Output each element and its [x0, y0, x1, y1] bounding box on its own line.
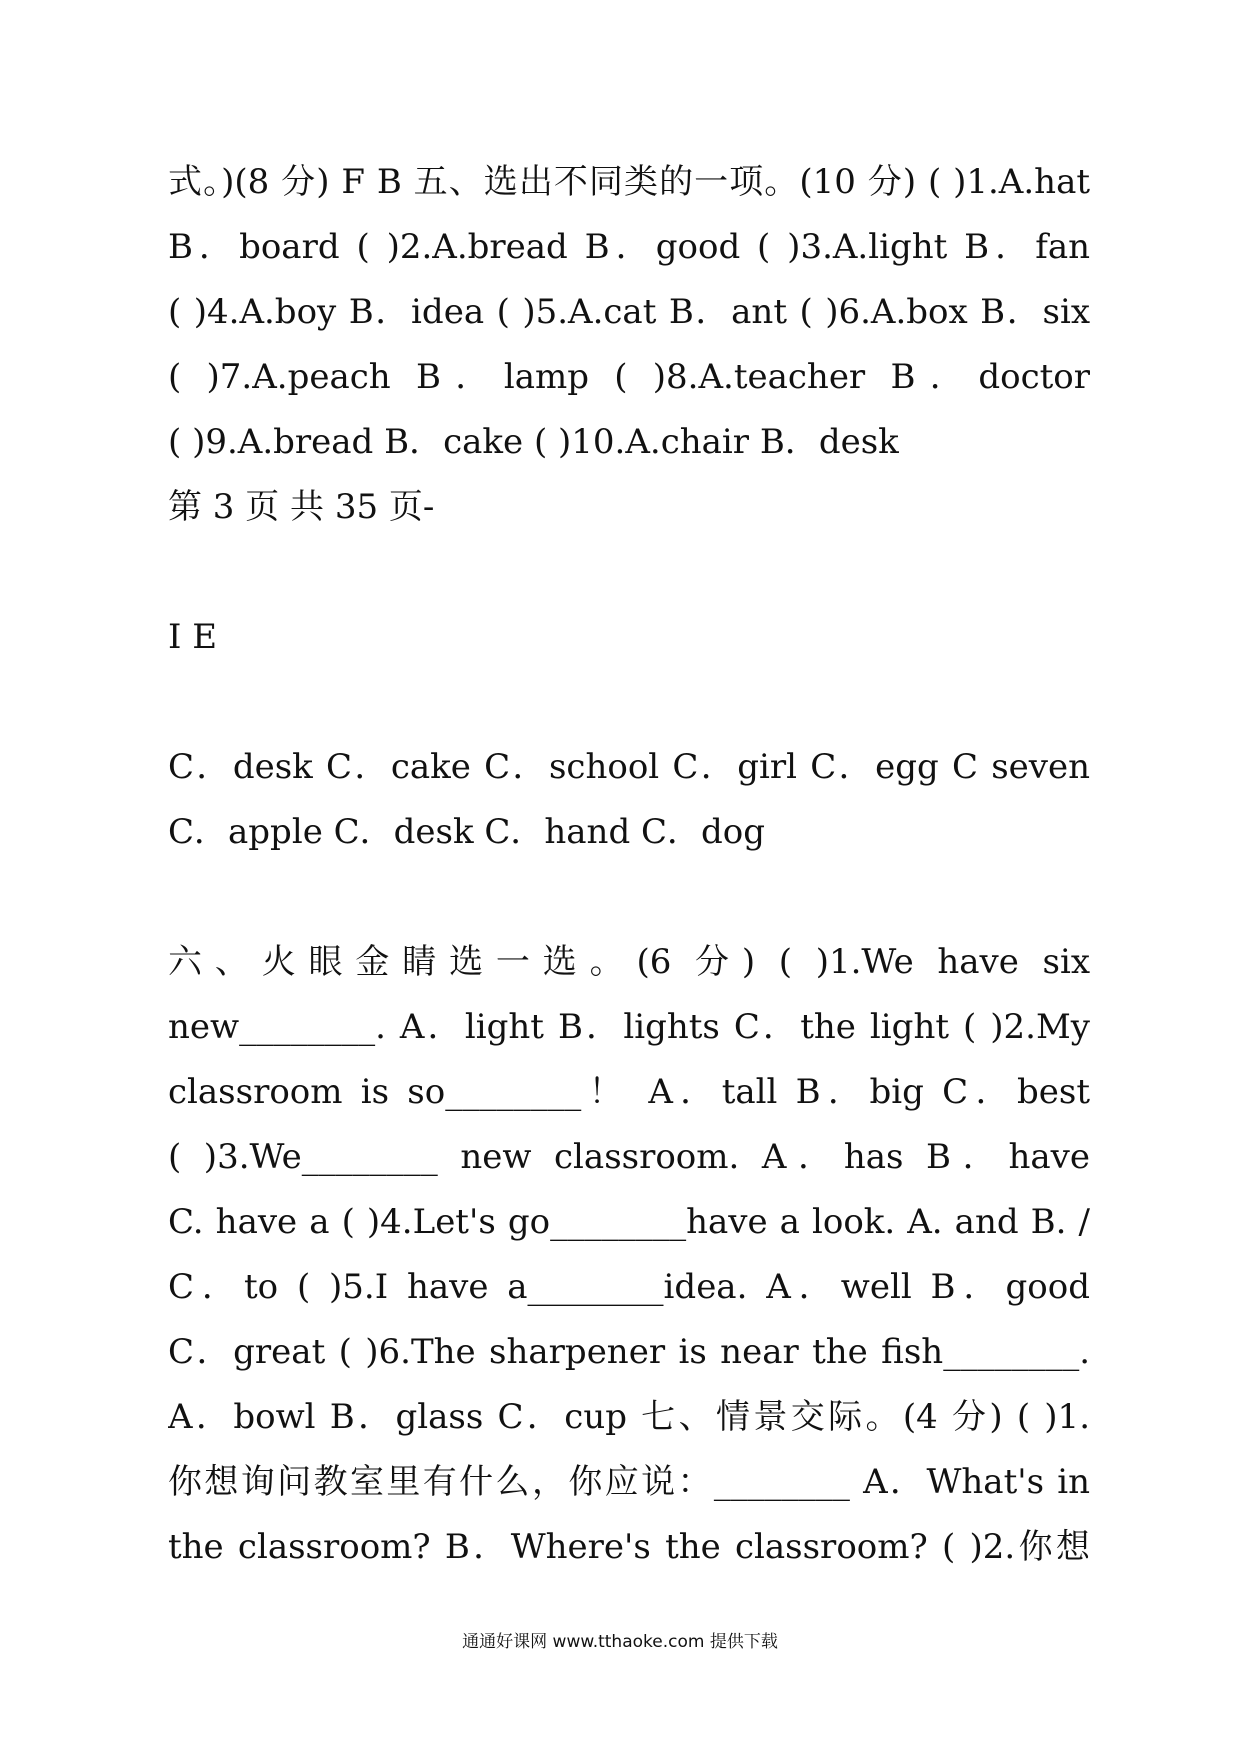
text-line: ( )4.A.boy B．idea ( )5.A.cat B．ant ( )6.A.box B．six: [168, 292, 1090, 332]
footer-source: 通通好课网 www.tthaoke.com 提供下载: [462, 1632, 778, 1652]
text-line: C．desk C．cake C．school C．girl C．egg C seven: [168, 747, 1090, 787]
text-line: ( )3.We________ new classroom. A．has B．have: [168, 1137, 1090, 1177]
text-line: C．great ( )6.The sharpener is near the fish________.: [168, 1332, 1090, 1372]
page-counter-text: 第 3 页 共 35 页-: [168, 487, 435, 527]
text-line: 你想询问教室里有什么，你应说：________ A．What's in: [168, 1462, 1090, 1502]
section-five-odd-one-out: [168, 150, 1090, 475]
section-six-multiple-choice: [168, 930, 1090, 1580]
text-line: ( )7.A.peach B．lamp ( )8.A.teacher B．doctor: [168, 357, 1090, 397]
text-line: classroom is so________！ A．tall B．big C．best: [168, 1072, 1090, 1112]
text-line: C．apple C．desk C．hand C．dog: [168, 812, 766, 852]
text-line: the classroom? B．Where's the classroom? ( )2.你想: [168, 1527, 1090, 1567]
text-line: 式。)(8 分) F B 五、选出不同类的一项。(10 分) ( )1.A.hat: [168, 162, 1090, 202]
text-line: ( )9.A.bread B．cake ( )10.A.chair B．desk: [168, 422, 899, 462]
text-line: C. have a ( )4.Let's go________have a look. A. and B. /: [168, 1202, 1090, 1242]
c-options: [168, 735, 1090, 865]
answer-letters: [168, 605, 1090, 670]
answer-letters-text: I E: [168, 617, 218, 657]
text-line: A．bowl B．glass C．cup 七、情景交际。(4 分) ( )1.: [168, 1397, 1090, 1437]
text-line: B．board ( )2.A.bread B．good ( )3.A.light B．fan: [168, 227, 1090, 267]
page-counter: [168, 475, 1090, 540]
text-line: 六、火眼金睛选一选。(6 分) ( )1.We have six: [168, 942, 1090, 982]
text-line: C．to ( )5.I have a________idea. A．well B．good: [168, 1267, 1090, 1307]
text-line: new________. A．light B．lights C．the light ( )2.My: [168, 1007, 1090, 1047]
